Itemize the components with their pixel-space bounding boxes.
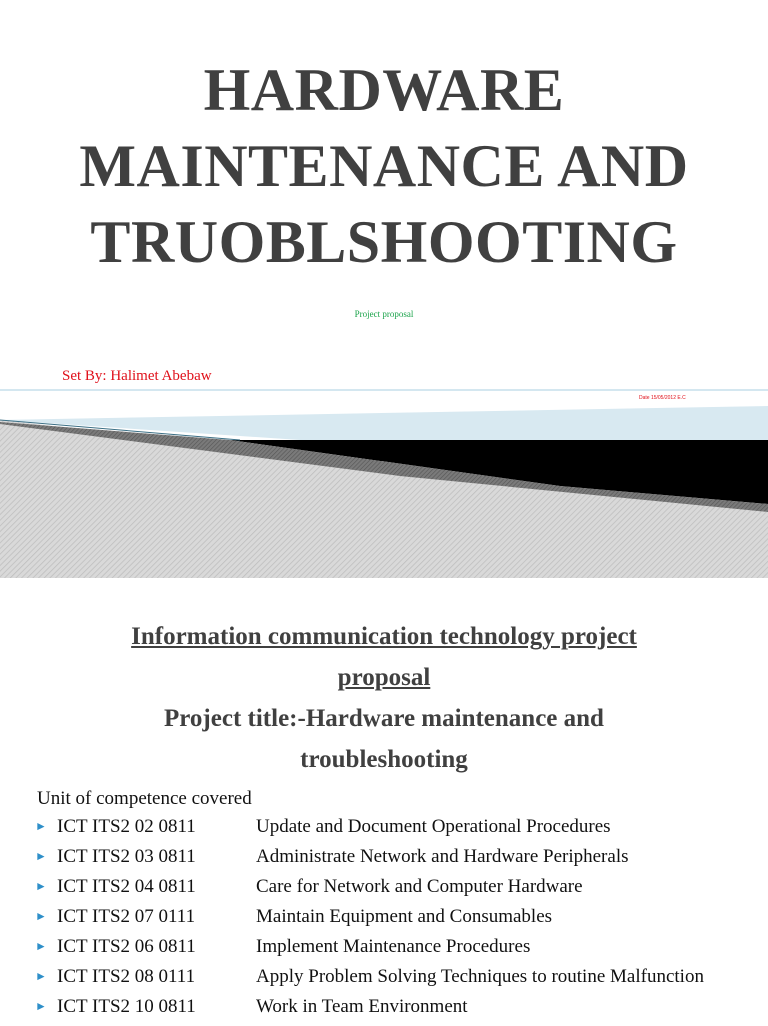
title-line-2: MAINTENANCE AND: [79, 133, 689, 199]
triangle-right-icon: ►: [35, 969, 47, 983]
unit-title: Apply Problem Solving Techniques to routine Malfunction: [256, 966, 704, 987]
unit-code: ICT ITS2 02 0811: [57, 816, 196, 837]
triangle-right-icon: ►: [35, 939, 47, 953]
date-text: Date 15/05/2012 E.C: [639, 395, 686, 401]
decorative-banner: [0, 384, 768, 578]
unit-title: Maintain Equipment and Consumables: [256, 906, 553, 927]
unit-title: Care for Network and Computer Hardware: [256, 876, 583, 897]
heading-line-2: proposal: [337, 664, 431, 691]
unit-code: ICT ITS2 07 0111: [57, 906, 196, 927]
triangle-right-icon: ►: [35, 909, 47, 923]
triangle-right-icon: ►: [35, 849, 47, 863]
project-title-line-1: Project title:-Hardware maintenance and: [164, 705, 604, 732]
unit-code: ICT ITS2 08 0111: [57, 966, 196, 987]
main-title: [0, 52, 768, 280]
proposal-slide: [0, 578, 768, 1024]
unit-label: Unit of competence covered: [37, 788, 252, 809]
unit-code: ICT ITS2 04 0811: [57, 876, 196, 897]
title-line-3: TRUOBLSHOOTING: [90, 209, 678, 275]
triangle-right-icon: ►: [35, 879, 47, 893]
unit-code: ICT ITS2 06 0811: [57, 936, 196, 957]
unit-title: Administrate Network and Hardware Peripherals: [256, 846, 629, 867]
proposal-heading: [0, 616, 768, 780]
subtitle: Project proposal: [354, 309, 414, 319]
title-line-1: HARDWARE: [203, 57, 565, 123]
triangle-right-icon: ►: [35, 999, 47, 1013]
project-title-line-2: troubleshooting: [300, 746, 468, 773]
unit-title: Implement Maintenance Procedures: [256, 936, 531, 957]
triangle-right-icon: ►: [35, 819, 47, 833]
heading-line-1: Information communication technology project: [131, 623, 637, 650]
unit-title: Update and Document Operational Procedures: [256, 816, 611, 837]
author-line: Set By: Halimet Abebaw: [62, 368, 212, 384]
unit-code: ICT ITS2 03 0811: [57, 846, 196, 867]
unit-code: ICT ITS2 10 0811: [57, 996, 196, 1017]
unit-title: Work in Team Environment: [256, 996, 468, 1017]
